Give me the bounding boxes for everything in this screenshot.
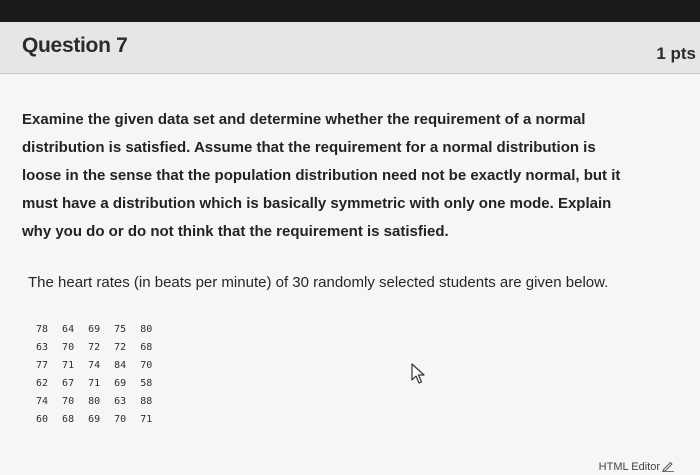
data-cell: 71 [62,360,75,371]
question-points: 1 pts [656,44,696,63]
html-editor-link[interactable] [599,461,674,473]
data-cell: 68 [62,414,75,425]
table-row [36,396,166,414]
table-row [36,378,166,396]
heart-rate-table [36,324,166,432]
data-cell: 68 [140,342,153,353]
data-cell: 84 [114,360,127,371]
data-cell: 60 [36,414,49,425]
data-cell: 62 [36,378,49,389]
data-cell: 69 [88,324,101,335]
data-cell: 58 [140,378,153,389]
data-cell: 63 [114,396,127,407]
data-cell: 74 [36,396,49,407]
data-cell: 69 [114,378,127,389]
data-cell: 70 [62,342,75,353]
data-cell: 64 [62,324,75,335]
data-cell: 72 [88,342,101,353]
data-cell: 67 [62,378,75,389]
data-cell: 72 [114,342,127,353]
html-editor-label: HTML Editor [598,461,660,473]
data-cell: 70 [62,396,75,407]
data-cell: 88 [140,396,153,407]
data-cell: 69 [88,414,101,425]
data-cell: 71 [140,414,153,425]
data-cell: 80 [140,324,153,335]
prompt-line: loose in the sense that the population distribution need not be exactly normal, but it [22,167,621,184]
data-cell: 74 [88,360,101,371]
data-cell: 63 [36,342,49,353]
question-header [0,22,700,74]
pencil-icon [662,462,674,472]
data-cell: 77 [36,360,49,371]
data-cell: 70 [140,360,153,371]
data-cell: 75 [114,324,127,335]
prompt-line: Examine the given data set and determine whether the requirement of a normal [22,111,586,128]
question-prompt [22,106,677,246]
table-row [36,324,166,342]
prompt-line: why you do or do not think that the requirement is satisfied. [22,223,449,240]
table-row [36,360,166,378]
data-cell: 80 [88,396,101,407]
prompt-line: distribution is satisfied. Assume that the requirement for a normal distribution is [22,139,596,156]
data-intro: The heart rates (in beats per minute) of 30 randomly selected students are given below. [28,274,609,291]
data-cell: 70 [114,414,127,425]
table-row [36,342,166,360]
mouse-pointer-icon [410,363,426,385]
table-row [36,414,166,432]
data-cell: 78 [36,324,49,335]
question-title: Question 7 [22,34,128,57]
top-strip [0,0,700,22]
data-cell: 71 [88,378,101,389]
prompt-line: must have a distribution which is basically symmetric with only one mode. Explain [22,195,612,212]
